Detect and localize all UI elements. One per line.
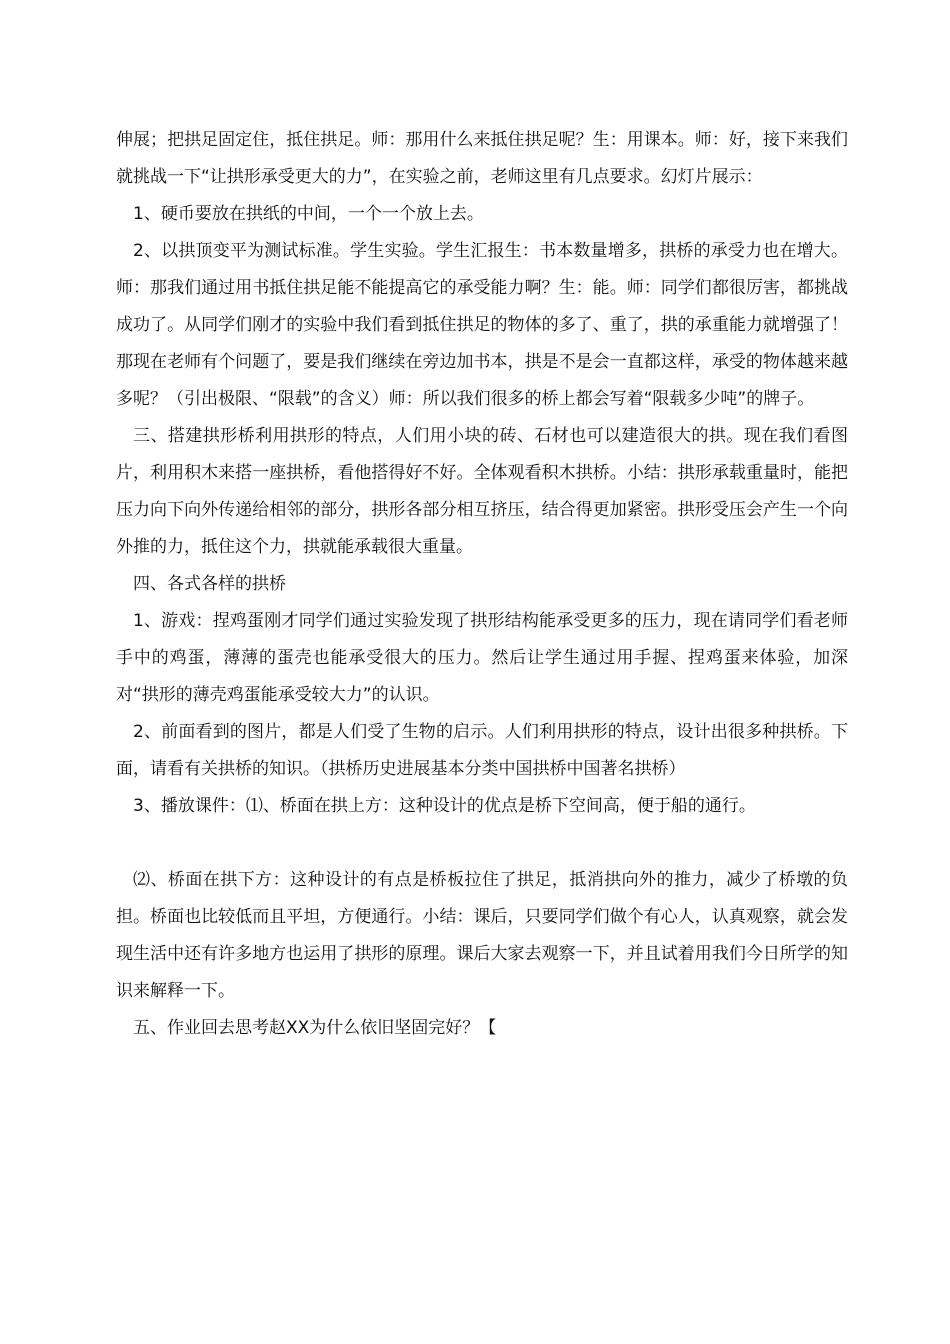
paragraph-section-three: 三、搭建拱形桥利用拱形的特点，人们用小块的砖、石材也可以建造很大的拱。现在我们看图片，利用积木来搭一座拱桥，看他搭得好不好。全体观看积木拱桥。小结：拱形承载重量时，能把压力向下向外传递给相邻的部分，拱形各部分相互挤压，结合得更加紧密。拱形受压会产生一个向外推的力，抵住这个力，拱就能承载很大重量。 [116, 426, 848, 557]
paragraph-egg-game: 1、游戏：捏鸡蛋刚才同学们通过实验发现了拱形结构能承受更多的压力，现在请同学们看老师手中的鸡蛋，薄薄的蛋壳也能承受很大的压力。然后让学生通过用手握、捏鸡蛋来体验，加深对“拱形的薄壳鸡蛋能承受较大力”的认识。 [116, 611, 848, 705]
paragraph-homework: 五、作业回去思考赵XX为什么依旧坚固完好？【 [133, 1018, 497, 1038]
paragraph-coin-rule: 1、硬币要放在拱纸的中间，一个一个放上去。 [133, 204, 484, 224]
paragraph-stretch-intro: 伸展；把拱足固定住，抵住拱足。师：那用什么来抵住拱足呢？生：用课本。师：好，接下来我们就挑战一下“让拱形承受更大的力”，在实验之前，老师这里有几点要求。幻灯片展示： [116, 130, 848, 187]
document-body [116, 122, 848, 1047]
paragraph-test-standard: 2、以拱顶变平为测试标准。学生实验。学生汇报生：书本数量增多，拱桥的承受力也在增大。师：那我们通过用书抵住拱足能不能提高它的承受能力啊？生：能。师：同学们都很厉害，都挑战成功了。从同学们刚才的实验中我们看到抵住拱足的物体的多了、重了，拱的承重能力就增强了！那现在老师有个问题了，要是我们继续在旁边加书本，拱是不是会一直都这样，承受的物体越来越多呢？（引出极限、“限载”的含义）师：所以我们很多的桥上都会写着“限载多少吨”的牌子。 [116, 241, 848, 409]
paragraph-courseware-one: 3、播放课件：⑴、桥面在拱上方：这种设计的优点是桥下空间高，便于船的通行。 [133, 796, 756, 816]
section-heading-four: 四、各式各样的拱桥 [133, 574, 286, 594]
paragraph-courseware-two: ⑵、桥面在拱下方：这种设计的有点是桥板拉住了拱足，抵消拱向外的推力，减少了桥墩的负担。桥面也比较低而且平坦，方便通行。小结：课后，只要同学们做个有心人，认真观察，就会发现生活中还有许多地方也运用了拱形的原理。课后大家去观察一下，并且试着用我们今日所学的知识来解释一下。 [116, 870, 848, 1001]
paragraph-bridge-knowledge: 2、前面看到的图片，都是人们受了生物的启示。人们利用拱形的特点，设计出很多种拱桥。下面，请看有关拱桥的知识。（拱桥历史进展基本分类中国拱桥中国著名拱桥） [116, 722, 848, 779]
